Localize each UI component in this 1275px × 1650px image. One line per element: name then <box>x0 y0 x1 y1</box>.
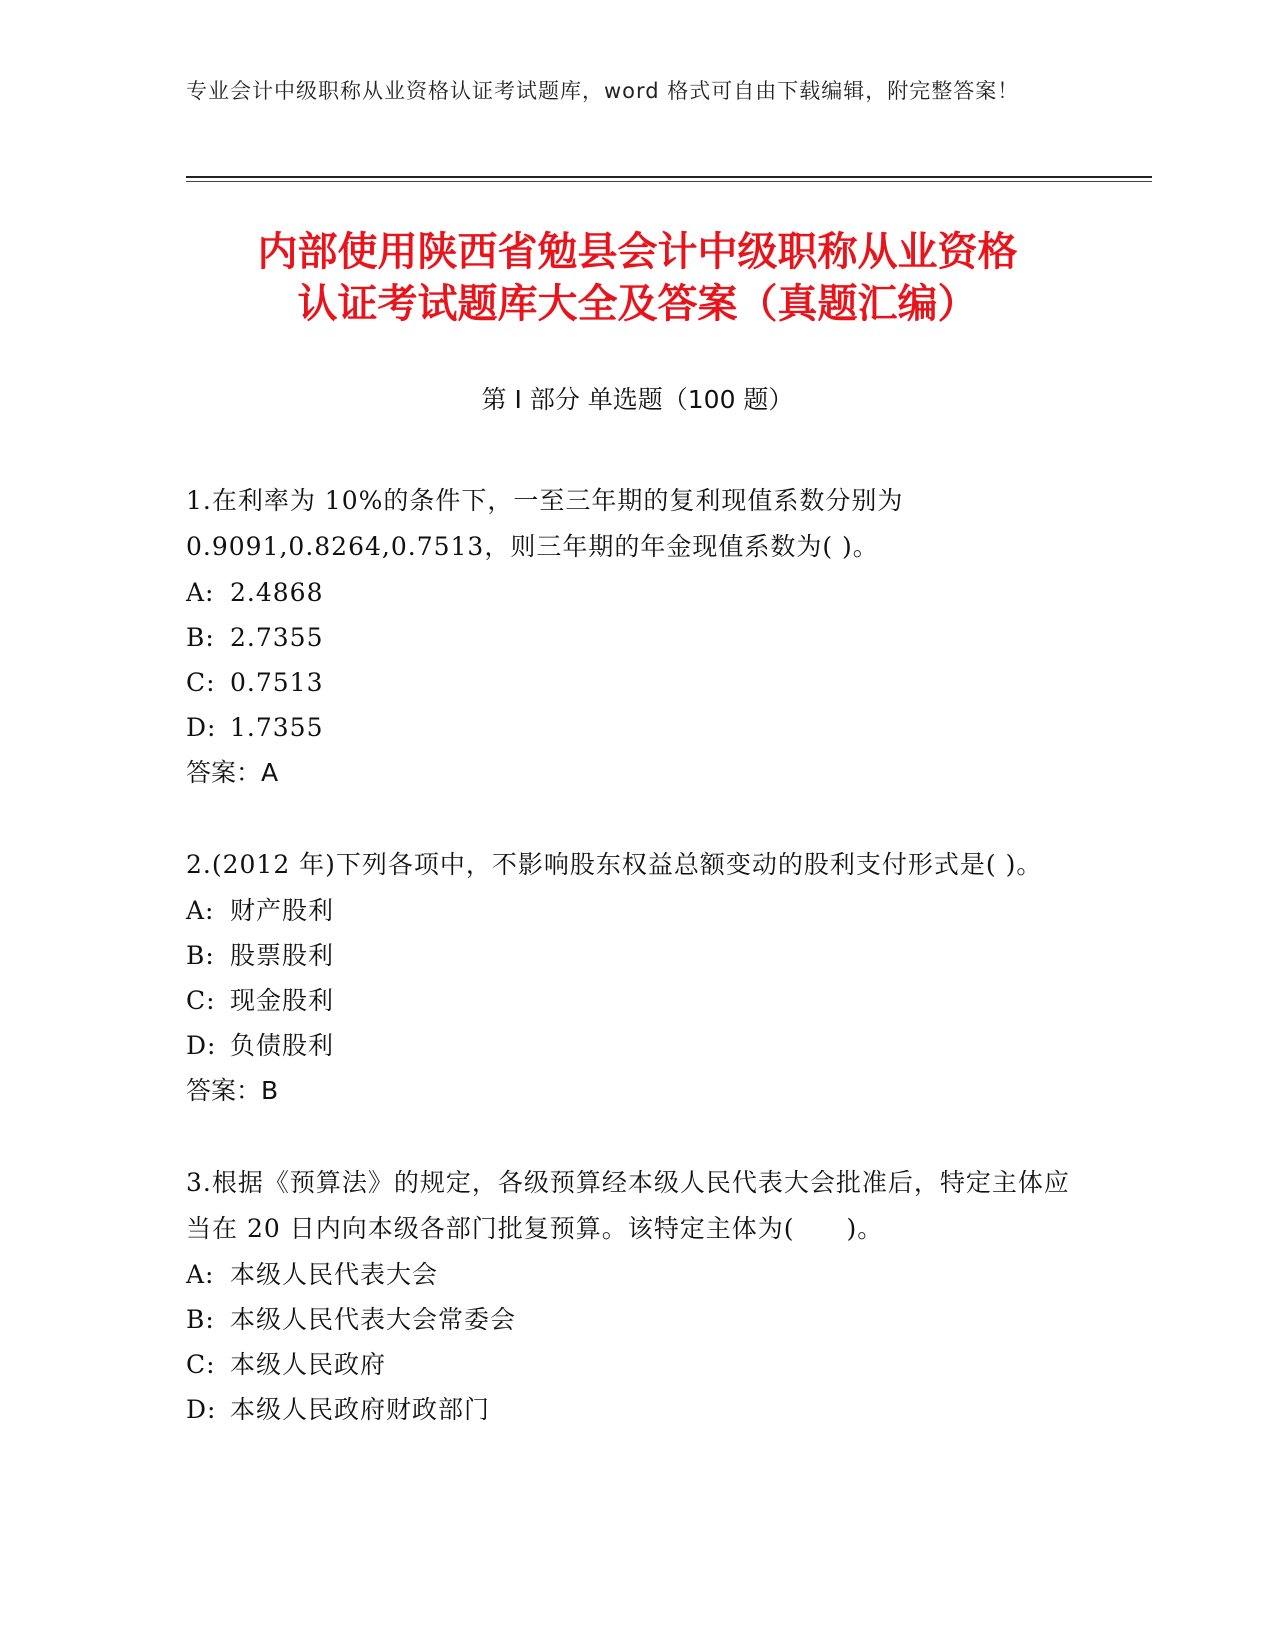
option-key: C: <box>186 986 216 1015</box>
question-3 <box>186 1160 1086 1432</box>
option-value: 2.4868 <box>230 578 324 607</box>
option-value: 2.7355 <box>230 623 324 652</box>
option-value: 财产股利 <box>230 896 335 925</box>
option-d <box>186 705 1086 750</box>
option-key: A: <box>186 578 215 607</box>
option-value: 0.7513 <box>230 668 324 697</box>
option-d <box>186 1387 1086 1432</box>
option-b <box>186 1297 1086 1342</box>
option-value: 现金股利 <box>230 986 335 1015</box>
option-key: A: <box>186 896 215 925</box>
option-value: 负债股利 <box>230 1031 335 1060</box>
option-b <box>186 933 1086 978</box>
option-d <box>186 1023 1086 1068</box>
option-a <box>186 888 1086 933</box>
option-key: D: <box>186 713 217 742</box>
question-text: 1.在利率为 10%的条件下，一至三年期的复利现值系数分别为 0.9091,0.8264,0.7513，则三年期的年金现值系数为( )。 <box>186 486 904 561</box>
option-key: D: <box>186 1031 217 1060</box>
header-note: 专业会计中级职称从业资格认证考试题库，word 格式可自由下载编辑，附完整答案！ <box>186 79 1020 103</box>
section-title: 第 I 部分 单选题（100 题） <box>481 385 794 414</box>
option-value: 本级人民政府财政部门 <box>230 1395 491 1424</box>
option-key: B: <box>186 623 215 652</box>
option-a <box>186 570 1086 615</box>
title-line-2: 认证考试题库大全及答案（真题汇编） <box>297 281 978 327</box>
option-key: B: <box>186 1305 215 1334</box>
question-2 <box>186 842 1086 1114</box>
header-divider-thin <box>186 181 1152 182</box>
answer-line: 答案：A <box>186 758 279 787</box>
option-value: 本级人民代表大会常委会 <box>230 1305 517 1334</box>
option-b <box>186 615 1086 660</box>
question-1 <box>186 478 1086 796</box>
option-c <box>186 660 1086 705</box>
option-value: 股票股利 <box>230 941 335 970</box>
option-c <box>186 1342 1086 1387</box>
option-a <box>186 1252 1086 1297</box>
option-key: D: <box>186 1395 217 1424</box>
question-list <box>186 478 1086 1478</box>
option-c <box>186 978 1086 1023</box>
document-title <box>0 226 1275 330</box>
title-line-1: 内部使用陕西省勉县会计中级职称从业资格 <box>257 229 1018 275</box>
option-key: C: <box>186 668 216 697</box>
option-key: B: <box>186 941 215 970</box>
question-text: 3.根据《预算法》的规定，各级预算经本级人民代表大会批准后，特定主体应当在 20 日内向本级各部门批复预算。该特定主体为( )。 <box>186 1168 1070 1243</box>
answer-line: 答案：B <box>186 1076 279 1105</box>
option-key: A: <box>186 1260 215 1289</box>
header-divider-thick <box>186 176 1152 178</box>
question-text: 2.(2012 年)下列各项中，不影响股东权益总额变动的股利支付形式是( )。 <box>186 850 1043 879</box>
option-value: 本级人民政府 <box>230 1350 387 1379</box>
option-value: 本级人民代表大会 <box>230 1260 439 1289</box>
option-value: 1.7355 <box>230 713 324 742</box>
option-key: C: <box>186 1350 216 1379</box>
